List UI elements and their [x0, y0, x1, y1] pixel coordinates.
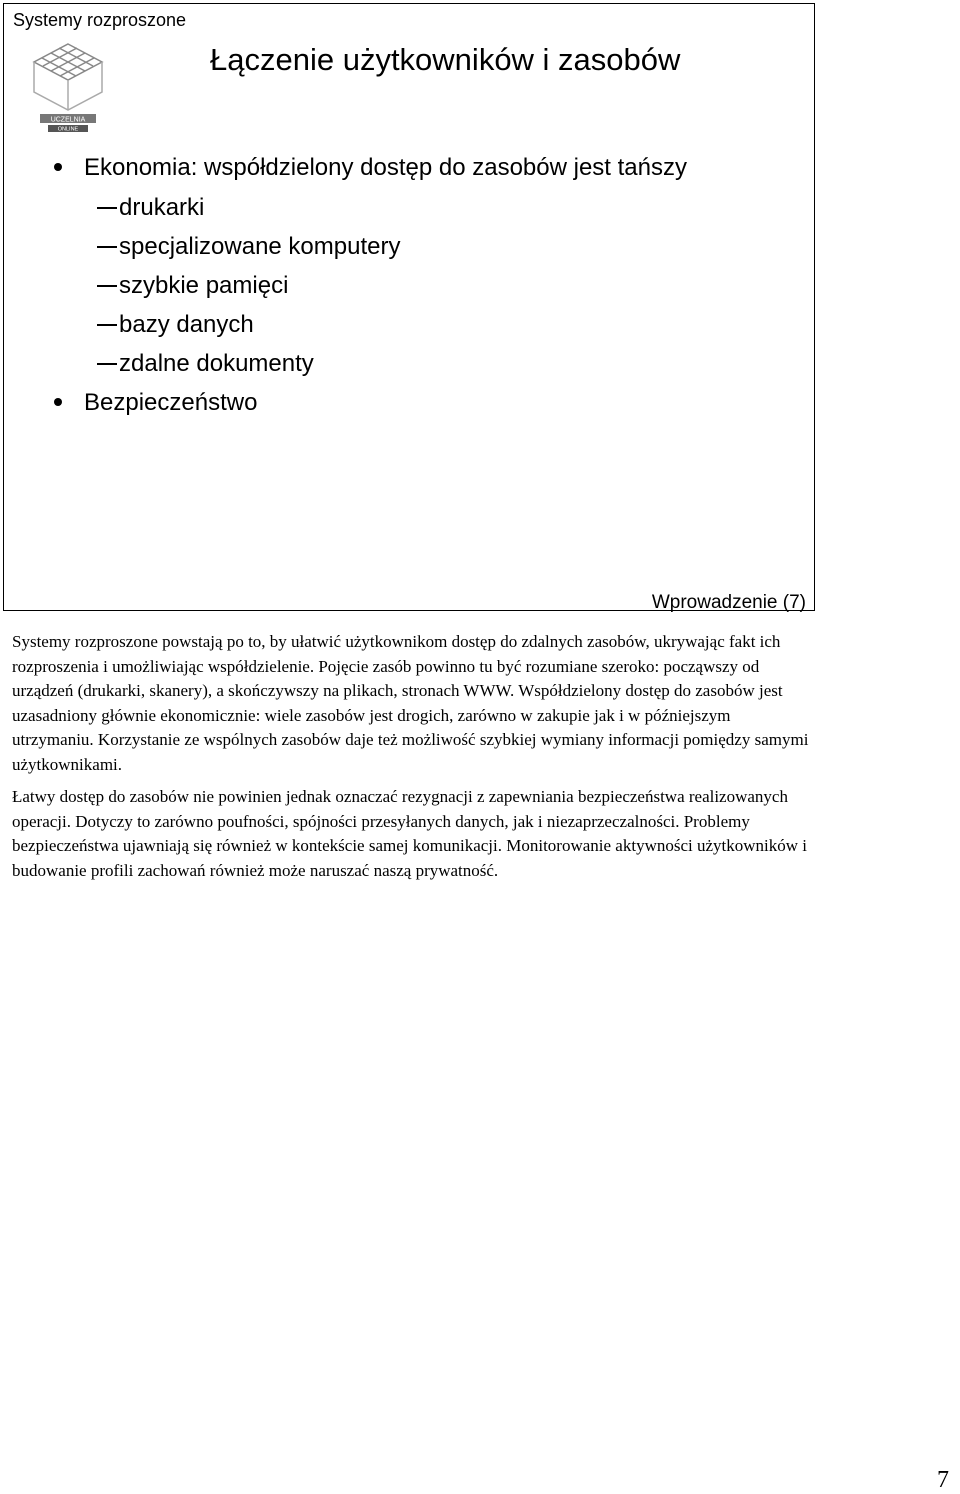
sub-bullet-item: szybkie pamięci	[119, 272, 289, 299]
svg-text:UCZELNIA: UCZELNIA	[50, 116, 86, 124]
sub-bullet-item: zdalne dokumenty	[119, 350, 314, 377]
bullet-dash-icon	[97, 324, 117, 326]
university-logo	[28, 38, 108, 138]
bullet-item: Ekonomia: współdzielony dostęp do zasobów jest tańszy	[84, 154, 687, 181]
svg-text:ONLINE: ONLINE	[57, 126, 79, 133]
sub-bullet-item: specjalizowane komputery	[119, 233, 401, 260]
bullet-dash-icon	[97, 363, 117, 365]
notes-paragraph: Łatwy dostęp do zasobów nie powinien jednak oznaczać rezygnacji z zapewniania bezpieczeństwa realizowanych operacji. Dotyczy to zarówno poufności, spójności przesyłanych danych, jak i niezaprzeczalności. Problemy bezpieczeństwa ujawniają się również w kontekście samej komunikacji. Monitorowanie aktywności użytkowników i budowanie profili zachowań również może naruszać naszą prywatność.	[12, 787, 807, 880]
bullet-dash-icon	[97, 285, 117, 287]
course-title: Systemy rozproszone	[13, 10, 187, 30]
sub-bullet-item: bazy danych	[119, 311, 254, 338]
sub-bullet-item: drukarki	[119, 194, 205, 221]
page-number: 7	[937, 1467, 949, 1493]
bullet-dash-icon	[97, 246, 117, 248]
slide-frame	[3, 3, 815, 611]
bullet-dot-icon	[54, 398, 62, 406]
bullet-item: Bezpieczeństwo	[84, 389, 258, 416]
lecture-notes	[12, 630, 812, 891]
slide-footer: Wprowadzenie (7)	[651, 592, 806, 613]
slide-title: Łączenie użytkowników i zasobów	[210, 42, 681, 77]
bullet-dash-icon	[97, 207, 117, 209]
bullet-dot-icon	[54, 163, 62, 171]
notes-paragraph: Systemy rozproszone powstają po to, by ułatwić użytkownikom dostęp do zdalnych zasobów, ukrywając fakt ich rozproszenia i umożliwiając współdzielenie. Pojęcie zasób powinno tu być rozumiane szeroko: począwszy od urządzeń (drukarki, skanery), a skończywszy na plikach, stronach WWW. Współdzielony dostęp do zasobów jest uzasadniony głównie ekonomicznie: wiele zasobów jest drogich, zarówno w zakupie jak i w późniejszym utrzymaniu. Korzystanie ze wspólnych zasobów daje też możliwość szybkiej wymiany informacji pomiędzy samymi użytkownikami.	[12, 632, 809, 774]
